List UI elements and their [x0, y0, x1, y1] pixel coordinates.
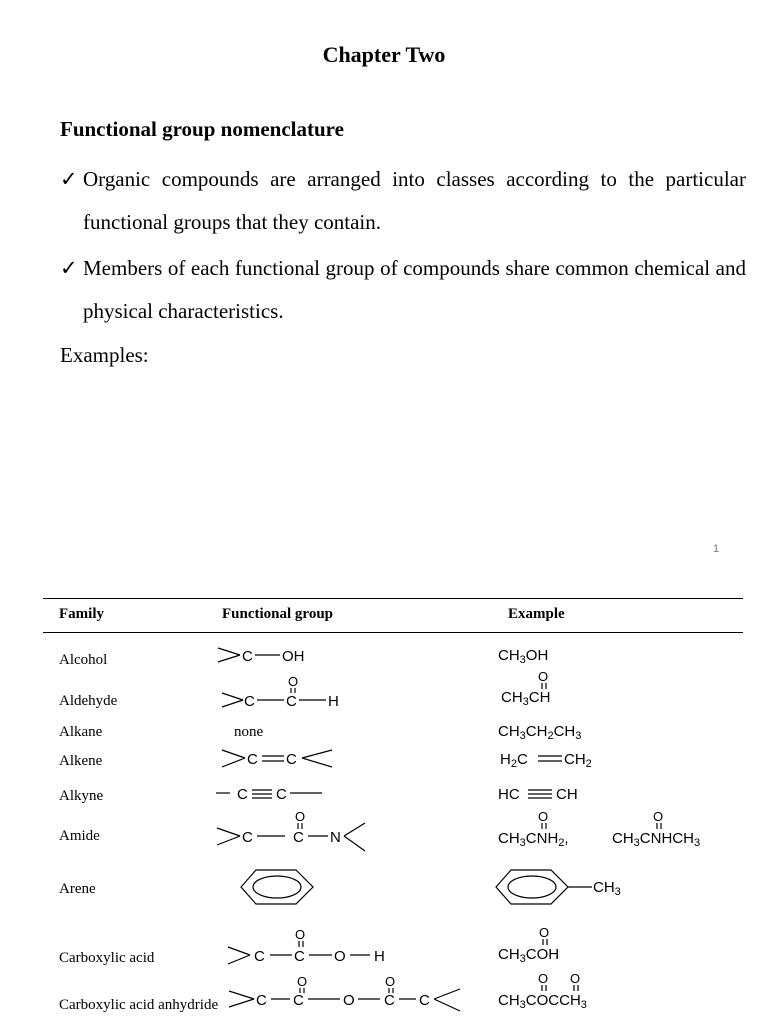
- svg-text:C: C: [256, 992, 267, 1009]
- svg-text:OH: OH: [282, 648, 305, 665]
- svg-text:C: C: [286, 751, 297, 768]
- example-acetaldehyde: [501, 669, 550, 708]
- svg-text:C: C: [293, 992, 304, 1009]
- svg-text:O: O: [570, 971, 581, 986]
- svg-text:C: C: [237, 786, 248, 803]
- family-amide: Amide: [59, 828, 100, 844]
- svg-text:H2C: $H_2C$: [500, 751, 528, 770]
- svg-text:H: H: [374, 948, 385, 965]
- family-arene: Arene: [59, 881, 96, 897]
- svg-text:CH3CNH2,: $CH_3CNH_2$,: [498, 830, 569, 849]
- svg-text:O: O: [343, 992, 355, 1009]
- column-header-family: Family: [59, 606, 104, 622]
- structure-aldehyde-group: [222, 674, 339, 710]
- family-alcohol: Alcohol: [59, 652, 108, 668]
- bullet-text: Members of each functional group of compounds share common chemical and physical characteristics.: [83, 256, 746, 323]
- example-propane: [498, 723, 581, 742]
- svg-text:CH3CH: $CH_3CH$: [501, 689, 551, 708]
- svg-text:C: C: [254, 948, 265, 965]
- svg-text:C: C: [286, 693, 297, 710]
- check-mark-icon: ✓: [60, 167, 78, 191]
- svg-text:O: O: [295, 809, 306, 824]
- structure-arene-group: [241, 870, 313, 904]
- svg-text:CH: CH: [556, 786, 578, 803]
- svg-text:H: H: [328, 693, 339, 710]
- structure-amide-group: [217, 809, 365, 851]
- svg-text:C: C: [294, 948, 305, 965]
- structure-alkyne-group: [216, 786, 322, 803]
- svg-text:CH3: $CH_3$: [593, 879, 621, 898]
- check-mark-icon: ✓: [60, 256, 78, 280]
- svg-text:CH3COCCH3: $CH_3COCCH_3$: [498, 992, 587, 1011]
- structure-drawings: [0, 585, 768, 1024]
- structure-carboxylic-acid-group: [228, 927, 385, 965]
- svg-text:O: O: [539, 925, 550, 940]
- svg-text:CH3OH: $CH_3OH$: [498, 647, 549, 666]
- svg-text:C: C: [247, 751, 258, 768]
- svg-text:CH3CNHCH3: $CH_3CNHCH_3$: [612, 830, 701, 849]
- section-heading: Functional group nomenclature: [60, 117, 344, 141]
- example-acetic-anhydride: [498, 971, 587, 1011]
- svg-text:HC: HC: [498, 786, 520, 803]
- svg-text:O: O: [653, 809, 664, 824]
- svg-text:CH2: $CH_2$: [564, 751, 592, 770]
- example-amides: [498, 809, 700, 849]
- svg-text:C: C: [384, 992, 395, 1009]
- svg-text:C: C: [293, 829, 304, 846]
- example-ethyne: [498, 786, 578, 803]
- examples-label: Examples:: [60, 343, 149, 367]
- family-alkyne: Alkyne: [59, 788, 104, 804]
- column-header-functional-group: Functional group: [222, 606, 333, 622]
- family-aldehyde: Aldehyde: [59, 693, 118, 709]
- svg-text:C: C: [276, 786, 287, 803]
- svg-text:C: C: [419, 992, 430, 1009]
- svg-text:O: O: [385, 974, 396, 989]
- svg-text:O: O: [334, 948, 346, 965]
- family-alkene: Alkene: [59, 753, 103, 769]
- svg-text:C: C: [244, 693, 255, 710]
- bullet-item: [60, 158, 746, 244]
- svg-text:C: C: [242, 648, 253, 665]
- alkane-functional-group: none: [234, 724, 264, 740]
- chapter-title: Chapter Two: [322, 42, 446, 67]
- family-alkane: Alkane: [59, 724, 103, 740]
- example-acetic-acid: [498, 925, 559, 965]
- example-methanol: [498, 647, 548, 666]
- svg-text:CH3CH2CH3: $CH_3CH_2CH_3$: [498, 723, 582, 742]
- svg-text:N: N: [330, 829, 341, 846]
- structure-alkene-group: [222, 750, 332, 768]
- svg-text:O: O: [297, 974, 308, 989]
- svg-text:C: C: [242, 829, 253, 846]
- functional-group-table: [0, 585, 768, 1024]
- svg-text:O: O: [288, 674, 299, 689]
- column-header-example: Example: [508, 606, 565, 622]
- svg-text:O: O: [538, 669, 549, 684]
- svg-text:CH3COH: $CH_3COH$: [498, 946, 560, 965]
- svg-text:O: O: [295, 927, 306, 942]
- family-carboxylic-acid: Carboxylic acid: [59, 950, 155, 966]
- page-number: 1: [713, 543, 720, 555]
- bullet-text: Organic compounds are arranged into classes according to the particular functional groups that they contain.: [83, 167, 746, 234]
- structure-anhydride-group: [229, 974, 460, 1011]
- example-ethene: [500, 751, 592, 770]
- example-toluene: [496, 870, 621, 904]
- family-carboxylic-acid-anhydride: Carboxylic acid anhydride: [59, 997, 219, 1013]
- svg-text:O: O: [538, 809, 549, 824]
- svg-text:O: O: [538, 971, 549, 986]
- bullet-item: [60, 247, 746, 333]
- structure-alcohol-group: [218, 648, 305, 665]
